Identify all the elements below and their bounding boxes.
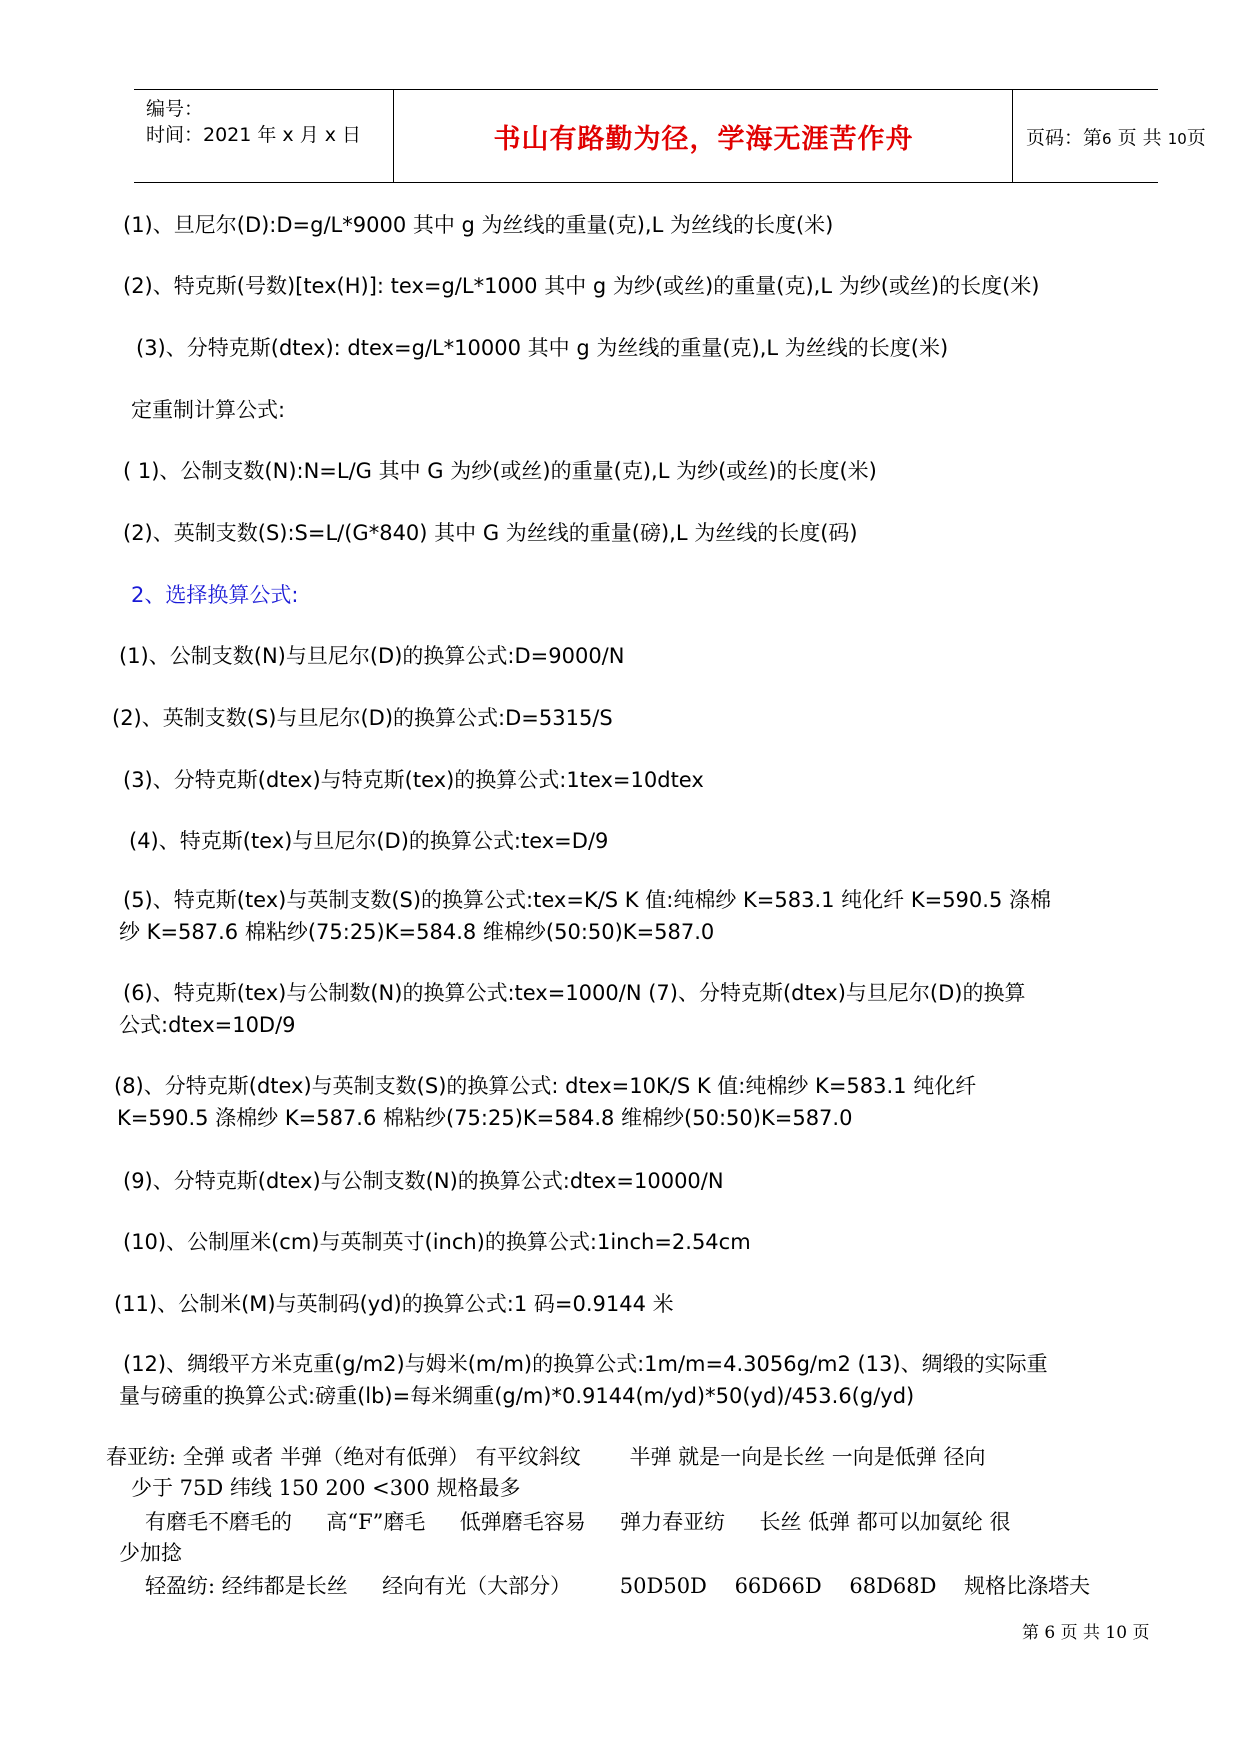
document-header	[134, 89, 1206, 183]
header-left-cell	[134, 90, 394, 182]
text-line: (3)、分特克斯(dtex)与特克斯(tex)的换算公式:1tex=10dtex	[123, 768, 704, 792]
text-line: (2)、特克斯(号数)[tex(H)]: tex=g/L*1000 其中 g 为纱(或丝)的重量(克),L 为纱(或丝)的长度(米)	[123, 274, 1040, 298]
text-line: 公式:dtex=10D/9	[119, 1013, 296, 1037]
text-line: ( 1)、公制支数(N):N=L/G 其中 G 为纱(或丝)的重量(克),L 为纱(或丝)的长度(米)	[123, 459, 877, 483]
text-line: (3)、分特克斯(dtex): dtex=g/L*10000 其中 g 为丝线的重量(克),L 为丝线的长度(米)	[136, 336, 949, 360]
text-line: 轻盈纺: 经纬都是长丝 经向有光（大部分） 50D50D 66D66D 68D68D 规格比涤塔夫	[145, 1574, 1091, 1598]
text-line: (12)、绸缎平方米克重(g/m2)与姆米(m/m)的换算公式:1m/m=4.3056g/m2 (13)、绸缎的实际重	[123, 1352, 1048, 1376]
text-line: (2)、英制支数(S):S=L/(G*840) 其中 G 为丝线的重量(磅),L 为丝线的长度(码)	[123, 521, 858, 545]
text-line: 少于 75D 纬线 150 200 <300 规格最多	[131, 1476, 521, 1500]
header-right-cell	[1014, 90, 1206, 182]
number-label: 编号：	[146, 98, 204, 120]
text-line: 少加捻	[119, 1541, 182, 1565]
page-footer: 第 6 页 共 10 页	[1022, 1623, 1150, 1643]
text-line: 有磨毛不磨毛的 高“F”磨毛 低弹磨毛容易 弹力春亚纺 长丝 低弹 都可以加氨纶 很	[145, 1510, 1011, 1534]
text-line: 定重制计算公式:	[131, 398, 286, 422]
text-line: (11)、公制米(M)与英制码(yd)的换算公式:1 码=0.9144 米	[114, 1292, 674, 1316]
text-line: 量与磅重的换算公式:磅重(lb)=每米绸重(g/m)*0.9144(m/yd)*50(yd)/453.6(g/yd)	[119, 1384, 915, 1408]
text-line: K=590.5 涤棉纱 K=587.6 棉粘纱(75:25)K=584.8 维棉纱(50:50)K=587.0	[117, 1106, 853, 1130]
time-label: 时间：2021 年 x 月 x 日	[146, 124, 362, 146]
header-page-info: 页码：第6 页 共 10页	[1026, 126, 1206, 149]
text-line: (8)、分特克斯(dtex)与英制支数(S)的换算公式: dtex=10K/S K 值:纯棉纱 K=583.1 纯化纤	[114, 1074, 977, 1098]
header-center-cell	[395, 90, 1013, 182]
text-line: (1)、公制支数(N)与旦尼尔(D)的换算公式:D=9000/N	[119, 644, 625, 668]
text-line: (9)、分特克斯(dtex)与公制支数(N)的换算公式:dtex=10000/N	[123, 1169, 724, 1193]
section-heading: 2、选择换算公式:	[131, 583, 299, 607]
text-line: (10)、公制厘米(cm)与英制英寸(inch)的换算公式:1inch=2.54cm	[123, 1230, 751, 1254]
text-line: (5)、特克斯(tex)与英制支数(S)的换算公式:tex=K/S K 值:纯棉纱 K=583.1 纯化纤 K=590.5 涤棉	[123, 888, 1051, 912]
text-line: 纱 K=587.6 棉粘纱(75:25)K=584.8 维棉纱(50:50)K=587.0	[119, 920, 715, 944]
text-line: (6)、特克斯(tex)与公制数(N)的换算公式:tex=1000/N (7)、分特克斯(dtex)与旦尼尔(D)的换算	[123, 981, 1026, 1005]
text-line: (4)、特克斯(tex)与旦尼尔(D)的换算公式:tex=D/9	[129, 829, 609, 853]
text-line: (1)、旦尼尔(D):D=g/L*9000 其中 g 为丝线的重量(克),L 为丝线的长度(米)	[123, 213, 834, 237]
text-line: (2)、英制支数(S)与旦尼尔(D)的换算公式:D=5315/S	[112, 706, 613, 730]
text-line: 春亚纺: 全弹 或者 半弹（绝对有低弹） 有平纹斜纹 半弹 就是一向是长丝 一向是低弹 径向	[106, 1445, 986, 1469]
header-motto: 书山有路勤为径，学海无涯苦作舟	[493, 123, 914, 155]
